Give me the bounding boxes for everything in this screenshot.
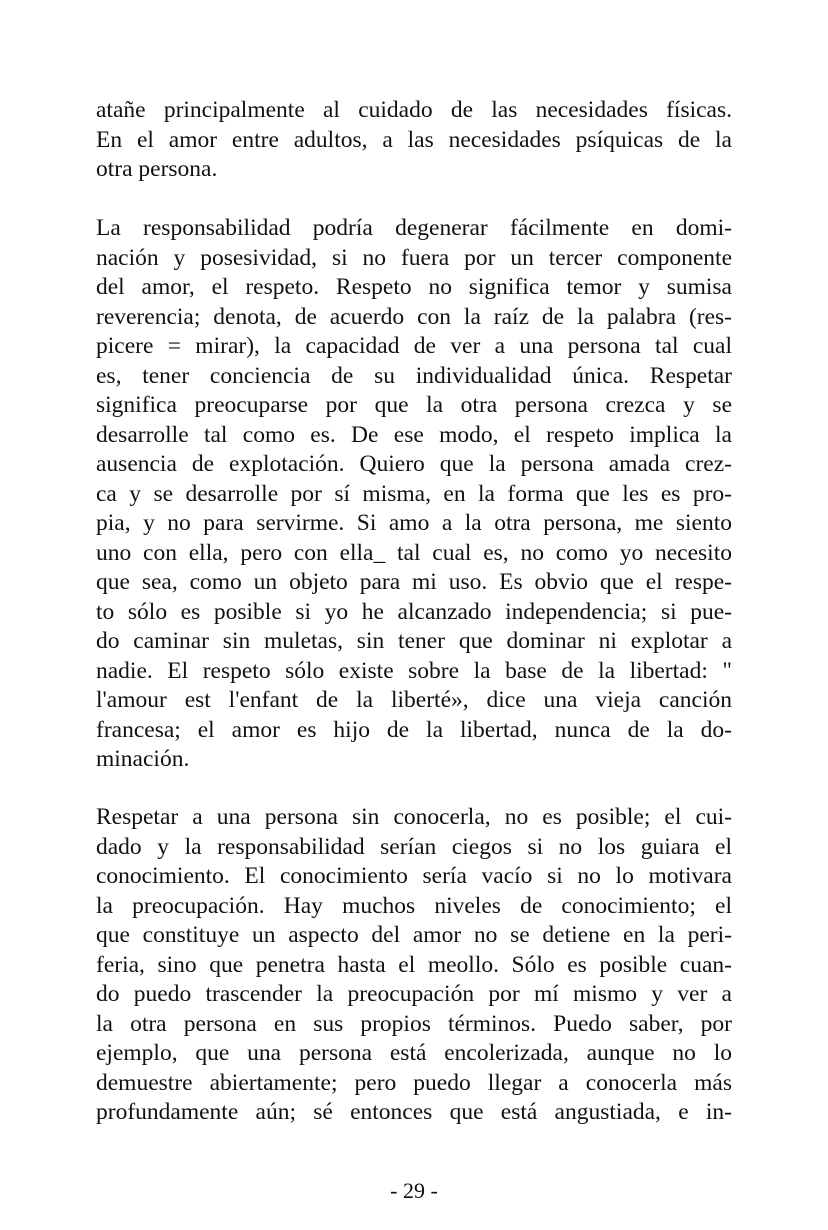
text-line: la otra persona en sus propios términos. Puedo saber, por	[96, 1010, 732, 1037]
text-line: nadie. El respeto sólo existe sobre la base de la libertad: "	[96, 657, 732, 684]
paragraph-1	[96, 96, 732, 185]
text-line: picere = mirar), la capacidad de ver a una persona tal cual	[96, 333, 732, 359]
text-line: atañe principalmente al cuidado de las necesidades físicas.	[96, 97, 732, 123]
text-line: conocimiento. El conocimiento sería vacío si no lo motivara	[96, 863, 732, 889]
text-line: que sea, como un objeto para mi uso. Es obvio que el respe-	[96, 569, 732, 595]
text-line: ausencia de explotación. Quiero que la persona amada crez-	[96, 451, 732, 477]
text-line: demuestre abiertamente; pero puedo llegar a conocerla más	[96, 1069, 732, 1096]
paragraph-3	[96, 803, 732, 1128]
text-line: dado y la responsabilidad serían ciegos si no los guiara el	[96, 833, 732, 860]
text-line: to sólo es posible si yo he alcanzado independencia; si pue-	[96, 598, 732, 625]
text-line: francesa; el amor es hijo de la libertad, nunca de la do-	[96, 716, 732, 743]
text-line: Respetar a una persona sin conocerla, no es posible; el cui-	[96, 804, 732, 830]
text-line: que constituye un aspecto del amor no se detiene en la peri-	[96, 922, 732, 948]
page-number: - 29 -	[390, 1178, 438, 1203]
text-line: feria, sino que penetra hasta el meollo. Sólo es posible cuan-	[96, 951, 732, 978]
text-line: La responsabilidad podría degenerar fácilmente en domi-	[96, 215, 732, 241]
text-line: reverencia; denota, de acuerdo con la raíz de la palabra (res-	[96, 303, 732, 330]
text-line: En el amor entre adultos, a las necesidades psíquicas de la	[96, 126, 732, 153]
text-line: l'amour est l'enfant de la liberté», dice una vieja canción	[96, 687, 732, 713]
text-line: nación y posesividad, si no fuera por un tercer componente	[96, 244, 732, 271]
paragraph-2	[96, 214, 732, 775]
text-line: es, tener conciencia de su individualidad única. Respetar	[96, 362, 732, 389]
text-line: del amor, el respeto. Respeto no significa temor y sumisa	[96, 274, 732, 300]
text-line: minación.	[96, 746, 190, 772]
text-line: desarrolle tal como es. De ese modo, el respeto implica la	[96, 421, 732, 448]
text-line: la preocupación. Hay muchos niveles de conocimiento; el	[96, 892, 732, 919]
text-line: significa preocuparse por que la otra persona crezca y se	[96, 392, 732, 418]
text-line: pia, y no para servirme. Si amo a la otra persona, me siento	[96, 510, 732, 536]
text-line: ca y se desarrolle por sí misma, en la forma que les es pro-	[96, 480, 732, 507]
text-line: do puedo trascender la preocupación por mí mismo y ver a	[96, 981, 732, 1007]
text-line: uno con ella, pero con ella_ tal cual es, no como yo necesito	[96, 539, 732, 566]
text-line: ejemplo, que una persona está encolerizada, aunque no lo	[96, 1040, 732, 1066]
text-line: profundamente aún; sé entonces que está angustiada, e in-	[96, 1099, 732, 1125]
text-line: otra persona.	[96, 156, 218, 182]
text-line: do caminar sin muletas, sin tener que dominar ni explotar a	[96, 628, 732, 654]
